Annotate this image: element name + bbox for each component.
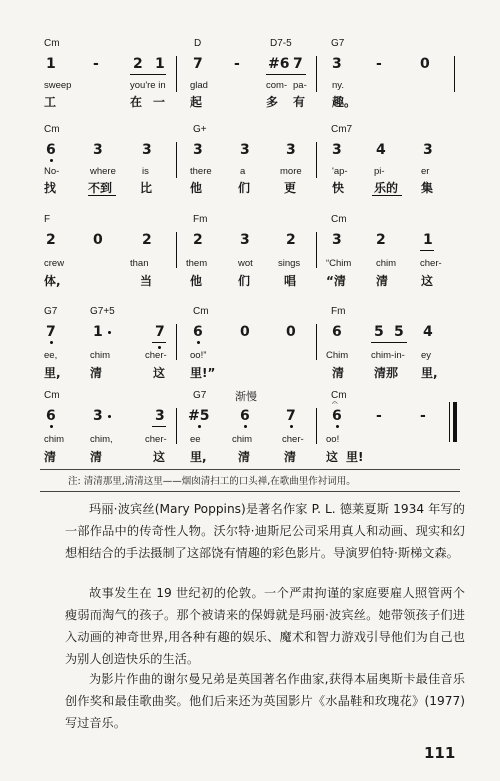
lyric-zh: 里,	[190, 450, 207, 464]
note: 3	[332, 142, 342, 158]
barline	[176, 324, 177, 360]
note: 7	[193, 56, 203, 72]
dot-augmentation	[108, 331, 111, 334]
note: 0	[93, 232, 103, 248]
lyric-en: ey	[421, 350, 432, 361]
paragraph: 故事发生在 19 世纪初的伦敦。一个严肃拘谨的家庭要雇人照管两个瘦弱而淘气的孩子。那个被请来的保姆就是玛丽·波宾丝。她带领孩子们进入动画的神奇世界,用各种有趣的娱乐、魔术和智力游戏引导他们为自己也为别人创造快乐的生活。	[65, 586, 465, 666]
note: 3	[240, 142, 250, 158]
chord: Cm	[44, 124, 60, 135]
lyric-en: wot	[238, 258, 253, 269]
lyric-zh: 多	[266, 95, 279, 109]
note: 4	[376, 142, 386, 158]
lyric-underline	[88, 195, 116, 196]
lyric-zh: 这	[421, 274, 434, 288]
paragraph: 为影片作曲的谢尔曼兄弟是英国著名作曲家,获得本届奥斯卡最佳音乐创作奖和最佳歌曲奖。他们后来还为英国影片《水晶鞋和玫瑰花》(1977)写过音乐。	[65, 672, 465, 730]
beam-underline	[266, 74, 306, 75]
lyric-zh: 找	[44, 181, 57, 195]
lyric-zh: 起	[190, 95, 203, 109]
chord: G7+5	[90, 306, 115, 317]
lyric-zh: 当	[140, 274, 153, 288]
chord: G+	[193, 124, 207, 135]
lyric-en: glad	[190, 80, 208, 91]
chord: D7-5	[270, 38, 292, 49]
footnote-rule	[40, 491, 460, 492]
chord: G7	[44, 306, 58, 317]
lyric-zh: 清	[90, 450, 103, 464]
chord: Fm	[193, 214, 208, 225]
low-octave-dot	[290, 425, 293, 428]
low-octave-dot	[50, 341, 53, 344]
chord: Cm	[331, 214, 347, 225]
beam-underline	[130, 74, 166, 75]
lyric-zh: 快	[332, 181, 345, 195]
note: 2	[46, 232, 56, 248]
chord: Cm	[44, 390, 60, 401]
low-octave-dot	[197, 341, 200, 344]
barline	[316, 408, 317, 444]
note: 3	[193, 142, 203, 158]
dot-augmentation	[108, 415, 111, 418]
chord: D	[194, 38, 202, 49]
note: 6	[46, 142, 56, 158]
lyric-zh: 清	[90, 366, 103, 380]
lyric-zh: 工	[44, 95, 57, 109]
barline	[454, 56, 455, 92]
lyric-en: pa-	[293, 80, 307, 91]
lyric-en: pi-	[374, 166, 385, 177]
lyric-zh: 这	[326, 450, 339, 464]
note: 3	[93, 408, 103, 424]
footnote: 注: 清清那里,清清这里——烟囱清扫工的口头禅,在歌曲里作衬词用。	[68, 476, 356, 487]
lyric-zh: 清	[238, 450, 251, 464]
lyric-zh: 一	[153, 95, 166, 109]
note: 2	[133, 56, 143, 72]
lyric-zh: 里!”	[190, 366, 216, 380]
lyric-zh: 里,	[421, 366, 438, 380]
footnote-rule	[40, 469, 460, 470]
note: 3	[155, 408, 165, 424]
note: 1	[93, 324, 103, 340]
low-octave-dot	[50, 159, 53, 162]
lyric-zh: 清	[284, 450, 297, 464]
low-octave-dot	[198, 425, 201, 428]
lyric-zh: 更	[284, 181, 297, 195]
lyric-en: Chim	[326, 350, 349, 361]
lyric-zh: 集	[421, 181, 434, 195]
lyric-zh: 们	[238, 274, 251, 288]
lyric-zh: 他	[190, 181, 203, 195]
note: 0	[286, 324, 296, 340]
page-number: 111	[424, 744, 456, 762]
note: 1	[46, 56, 56, 72]
note: -	[234, 56, 240, 72]
lyric-en: oo!	[326, 434, 340, 445]
barline	[176, 408, 177, 444]
lyric-zh: 比	[140, 181, 153, 195]
lyric-en: chim-in-	[371, 350, 405, 361]
tempo-marking: 渐慢	[235, 390, 257, 403]
lyric-en: than	[130, 258, 149, 269]
lyric-zh: 趣。	[332, 95, 357, 109]
lyric-en: chim	[44, 434, 65, 445]
lyric-zh: 清	[44, 450, 57, 464]
chord: Cm	[44, 38, 60, 49]
note: #5	[188, 408, 210, 424]
low-octave-dot	[244, 425, 247, 428]
chord: G7	[331, 38, 345, 49]
note: 2	[193, 232, 203, 248]
note: 1	[155, 56, 165, 72]
lyric-en: crew	[44, 258, 65, 269]
note: 6	[332, 324, 342, 340]
lyric-en: cher-	[145, 350, 167, 361]
note: 2	[376, 232, 386, 248]
lyric-en: ny.	[332, 80, 344, 91]
lyric-en: er	[421, 166, 430, 177]
note: 2	[286, 232, 296, 248]
lyric-zh: 唱	[284, 274, 297, 288]
lyric-en: a	[240, 166, 246, 177]
chord: G7	[193, 390, 207, 401]
low-octave-dot	[50, 425, 53, 428]
chord: Cm	[331, 390, 347, 401]
chord: F	[44, 214, 51, 225]
lyric-zh: 这	[153, 366, 166, 380]
note: 7	[46, 324, 56, 340]
note: 7	[293, 56, 303, 72]
lyric-en: there	[190, 166, 212, 177]
note: 4	[423, 324, 433, 340]
note: 1	[423, 232, 433, 248]
note: 5	[374, 324, 384, 340]
note: -	[93, 56, 99, 72]
lyric-zh: 清	[376, 274, 389, 288]
lyric-zh: 体,	[44, 274, 61, 288]
low-octave-dot	[158, 346, 161, 349]
barline	[316, 232, 317, 268]
lyric-en: is	[142, 166, 149, 177]
chord: Fm	[331, 306, 346, 317]
lyric-zh: 乐的	[374, 181, 399, 195]
barline	[316, 324, 317, 360]
lyric-en: chim	[232, 434, 253, 445]
final-barline-thick	[453, 402, 457, 442]
lyric-underline	[372, 195, 402, 196]
note: 0	[240, 324, 250, 340]
chord: Cm7	[331, 124, 353, 135]
barline	[316, 56, 317, 92]
note: 3	[423, 142, 433, 158]
lyric-zh: 他	[190, 274, 203, 288]
beam-underline	[371, 342, 407, 343]
note: 6	[240, 408, 250, 424]
lyric-en: sweep	[44, 80, 72, 91]
note: 3	[286, 142, 296, 158]
lyric-en: you're in	[130, 80, 166, 91]
note: -	[420, 408, 426, 424]
note: 7	[286, 408, 296, 424]
beam-underline	[420, 250, 434, 251]
barline	[316, 142, 317, 178]
lyric-zh: 们	[238, 181, 251, 195]
lyric-zh: 在	[130, 95, 143, 109]
barline	[176, 56, 177, 92]
note: 3	[93, 142, 103, 158]
lyric-zh: 不到	[88, 181, 113, 195]
note: 6	[193, 324, 203, 340]
lyric-en: ee	[190, 434, 201, 445]
note: 3	[332, 232, 342, 248]
lyric-en: oo!”	[190, 350, 207, 361]
lyric-en: sings	[278, 258, 301, 269]
lyric-en: where	[90, 166, 116, 177]
paragraph: 玛丽·波宾丝(Mary Poppins)是著名作家 P. L. 德莱夏斯 1934 年写的一部作品中的传奇性人物。沃尔特·迪斯尼公司采用真人和动画、现实和幻想相结合的手法摄制了这部饶有情趣的彩色影片。导演罗伯特·斯梯文森。	[65, 502, 465, 560]
lyric-zh: 这	[153, 450, 166, 464]
note: 5	[394, 324, 404, 340]
note: -	[376, 56, 382, 72]
lyric-zh: 清	[332, 366, 345, 380]
note: 6	[46, 408, 56, 424]
lyric-en: com-	[266, 80, 288, 91]
lyric-en: 'ap-	[332, 166, 348, 177]
lyric-zh: 清那	[374, 366, 399, 380]
lyric-en: ee,	[44, 350, 58, 361]
lyric-en: chim	[90, 350, 111, 361]
lyric-en: No-	[44, 166, 60, 177]
lyric-en: cher-	[420, 258, 442, 269]
fermata-icon: 𝄐	[332, 398, 338, 409]
lyric-en: more	[280, 166, 302, 177]
low-octave-dot	[336, 425, 339, 428]
lyric-en: cher-	[145, 434, 167, 445]
beam-underline	[152, 342, 166, 343]
lyric-zh: 里!	[346, 450, 364, 464]
lyric-en: chim,	[90, 434, 113, 445]
lyric-en: them	[186, 258, 208, 269]
note: #6	[268, 56, 290, 72]
note: 0	[420, 56, 430, 72]
note: 3	[240, 232, 250, 248]
lyric-zh: 有	[293, 95, 306, 109]
note: 2	[142, 232, 152, 248]
lyric-en: “Chim	[326, 258, 352, 269]
chord: Cm	[193, 306, 209, 317]
barline	[176, 142, 177, 178]
lyric-en: chim	[376, 258, 397, 269]
barline	[176, 232, 177, 268]
lyric-en: cher-	[282, 434, 304, 445]
note: -	[376, 408, 382, 424]
note: 7	[155, 324, 165, 340]
final-barline-thin	[449, 402, 450, 442]
note: 3	[142, 142, 152, 158]
lyric-zh: 里,	[44, 366, 61, 380]
note: 3	[332, 56, 342, 72]
note: 6	[332, 408, 342, 424]
lyric-zh: “清	[326, 274, 346, 288]
beam-underline	[152, 426, 166, 427]
